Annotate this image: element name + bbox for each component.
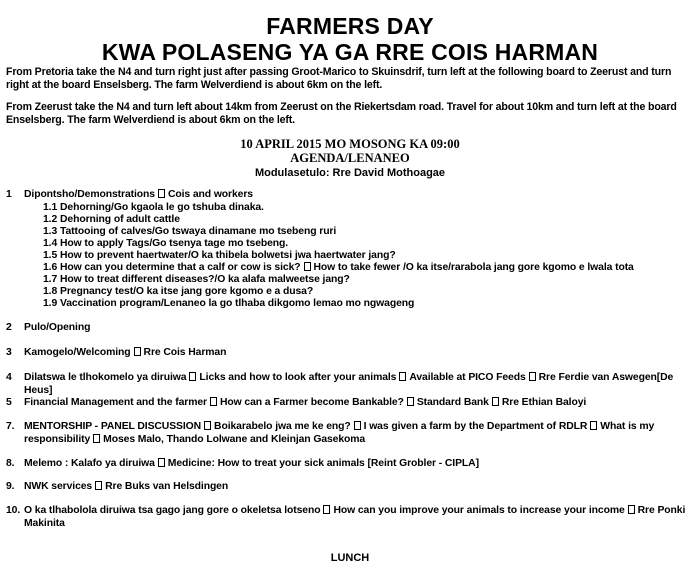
item-text: Standard Bank xyxy=(416,397,489,408)
item-text: Rre Buks van Helsdingen xyxy=(105,481,229,492)
item-text: Melemo : Kalafo ya diruiwa xyxy=(24,458,155,469)
item-text: NWK services xyxy=(24,481,93,492)
item-text: What is my responsibility xyxy=(24,421,655,445)
directions-from-pretoria: From Pretoria take the N4 and turn right just after passing Groot-Marico to Skuinsdrif, turn left at the following board to Zeerust and turn right at the board Enselsberg. The farm Welverdiend is about 6km on the left. xyxy=(6,66,672,91)
directions-from-zeerust: From Zeerust take the N4 and turn left about 14km from Zeerust on the Riekertsdam road. Travel for about 10km and turn left at the board Enselsberg. The farm Welverdiend is about 6km on the left. xyxy=(6,101,677,126)
sub-text: Dehorning/Go kgaola le go tshuba dinaka. xyxy=(60,202,264,213)
item-number: 5 xyxy=(6,397,12,408)
item-number: 2 xyxy=(6,322,12,333)
sub-item-1-3 xyxy=(43,226,693,239)
separator-box-icon xyxy=(93,434,100,443)
separator-box-icon xyxy=(158,189,165,198)
separator-box-icon xyxy=(399,372,406,381)
item-text: Dipontsho/Demonstrations xyxy=(24,189,155,200)
sub-number: 1.8 xyxy=(43,286,58,297)
separator-box-icon xyxy=(407,397,414,406)
item-number: 7. xyxy=(6,421,15,432)
sub-number: 1.5 xyxy=(43,250,58,261)
sub-text: Pregnancy test/O ka itse jang gore kgomo e a dusa? xyxy=(60,286,314,297)
item-text: O ka tlhabolola diruiwa tsa gago jang gore o okeletsa lotseno xyxy=(24,505,321,516)
separator-box-icon xyxy=(304,262,311,271)
item-number: 10. xyxy=(6,505,21,516)
item-text: Medicine: How to treat your sick animals [Reint Grobler - CIPLA] xyxy=(167,458,479,469)
item-number: 4 xyxy=(6,372,12,383)
item-text: Rre Ferdie van Aswegen[De Heus] xyxy=(24,372,674,396)
sub-text: Vaccination program/Lenaneo la go tlhaba dikgomo lemao mo ngwageng xyxy=(60,298,415,309)
sub-text: How to take fewer /O ka itse/rarabola jang gore kgomo e lwala tota xyxy=(313,262,634,273)
moderator: Modulasetulo: Rre David Mothoagae xyxy=(254,167,446,179)
sub-number: 1.4 xyxy=(43,238,58,249)
separator-box-icon xyxy=(189,372,196,381)
agenda-heading: AGENDA/LENANEO xyxy=(290,151,410,165)
sub-item-1-6 xyxy=(43,262,693,275)
sub-item-1-9 xyxy=(43,298,693,311)
item-number: 9. xyxy=(6,481,15,492)
separator-box-icon xyxy=(354,421,361,430)
sub-text: How to treat different diseases?/O ka alafa malweetse jang? xyxy=(60,274,350,285)
sub-text: How to apply Tags/Go tsenya tage mo tsebeng. xyxy=(60,238,289,249)
sub-number: 1.9 xyxy=(43,298,58,309)
item-number: 3 xyxy=(6,347,12,358)
sub-text: How can you determine that a calf or cow is sick? xyxy=(60,262,301,273)
separator-box-icon xyxy=(210,397,217,406)
sub-text: Tattooing of calves/Go tswaya dinamane mo tsebeng ruri xyxy=(60,226,337,237)
page-title: FARMERS DAY xyxy=(266,13,434,39)
item-text: How can a Farmer become Bankable? xyxy=(220,397,404,408)
separator-box-icon xyxy=(95,481,102,490)
event-date: 10 APRIL 2015 MO MOSONG KA 09:00 xyxy=(240,137,460,151)
item-text: Rre Cois Harman xyxy=(143,347,227,358)
sub-text: How to prevent haertwater/O ka thibela bolwetsi jwa haertwater jang? xyxy=(60,250,396,261)
sub-item-1-7 xyxy=(43,274,693,287)
separator-box-icon xyxy=(628,505,635,514)
separator-box-icon xyxy=(134,347,141,356)
separator-box-icon xyxy=(158,458,165,467)
item-text: Boikarabelo jwa me ke eng? xyxy=(214,421,351,432)
item-text: Rre Ponki Makinita xyxy=(24,505,686,529)
sub-text: Dehorning of adult cattle xyxy=(60,214,180,225)
sub-number: 1.1 xyxy=(43,202,58,213)
item-text: Rre Ethian Baloyi xyxy=(501,397,587,408)
sub-number: 1.3 xyxy=(43,226,58,237)
sub-number: 1.7 xyxy=(43,274,58,285)
separator-box-icon xyxy=(323,505,330,514)
sub-item-1-8 xyxy=(43,286,693,299)
item-text: Financial Management and the farmer xyxy=(24,397,207,408)
separator-box-icon xyxy=(204,421,211,430)
item-text: Pulo/Opening xyxy=(24,322,91,333)
item-number: 8. xyxy=(6,458,15,469)
separator-box-icon xyxy=(529,372,536,381)
sub-item-1-2 xyxy=(43,214,693,227)
separator-box-icon xyxy=(492,397,499,406)
item-text: Dilatswa le tlhokomelo ya diruiwa xyxy=(24,372,187,383)
item-text: Kamogelo/Welcoming xyxy=(24,347,131,358)
lunch-label: LUNCH xyxy=(330,552,370,564)
sub-number: 1.6 xyxy=(43,262,58,273)
sub-item-1-1 xyxy=(43,202,693,215)
page-subtitle: KWA POLASENG YA GA RRE COIS HARMAN xyxy=(101,39,599,65)
sub-number: 1.2 xyxy=(43,214,58,225)
separator-box-icon xyxy=(590,421,597,430)
item-text: Cois and workers xyxy=(167,189,253,200)
item-text: I was given a farm by the Department of RDLR xyxy=(363,421,588,432)
item-text: Licks and how to look after your animals xyxy=(199,372,397,383)
item-number: 1 xyxy=(6,189,12,200)
sub-item-1-5 xyxy=(43,250,693,263)
item-text: How can you improve your animals to increase your income xyxy=(333,505,625,516)
item-text: MENTORSHIP - PANEL DISCUSSION xyxy=(24,421,202,432)
item-text: Available at PICO Feeds xyxy=(409,372,526,383)
item-text: Moses Malo, Thando Lolwane and Kleinjan Gasekoma xyxy=(103,433,366,445)
sub-item-1-4 xyxy=(43,238,693,251)
